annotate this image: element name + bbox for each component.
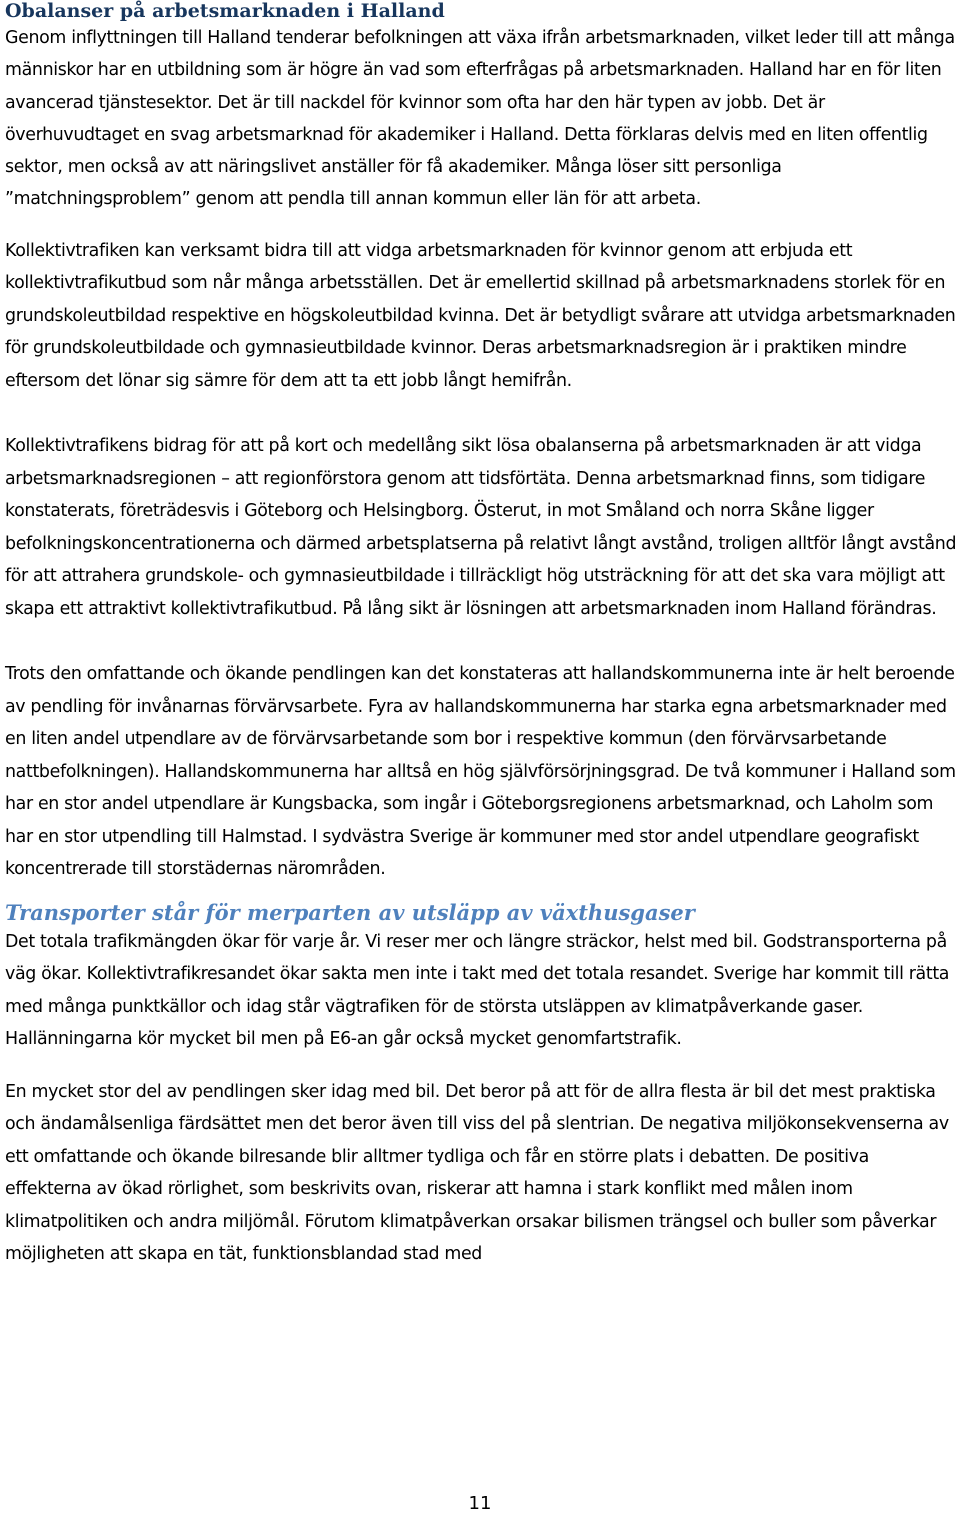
paragraph-trafikmangd: Det totala trafikmängden ökar för varje år. Vi reser mer och längre sträckor, helst med bil. Godstransporterna på väg ökar. Kollektivtrafikresandet ökar sakta men inte i takt med det totala resandet. Sverige har kommit till rätta med många punktkällor och idag står vägtrafiken för de största utsläppen av klimatpåverkande gaser. Hallänningarna kör mycket bil men på E6-an går också mycket genomfartstrafik. (5, 931, 950, 1050)
paragraph-kollektivtrafiken: Kollektivtrafiken kan verksamt bidra till att vidga arbetsmarknaden för kvinnor genom att erbjuda ett kollektivtrafikutbud som når många arbetsställen. Det är emellertid skillnad på arbetsmarknadens storlek för en grundskoleutbildad respektive en högskoleutbildad kvinna. Det är betydligt svårare att utvidga arbetsmarknaden för grundskoleutbildade och gymnasieutbildade kvinnor. Deras arbetsmarknadsregion är i praktiken mindre eftersom det lönar sig sämre för dem att ta ett jobb långt hemifrån. (5, 240, 956, 391)
section-heading-obalanser: Obalanser på arbetsmarknaden i Halland (5, 0, 445, 22)
paragraph-inflyttning: Genom inflyttningen till Halland tenderar befolkningen att växa ifrån arbetsmarknaden, vilket leder till att många människor har en utbildning som är högre än vad som efterfrågas på arbetsmarknaden. Halland har en för liten avancerad tjänstesektor. Det är till nackdel för kvinnor som ofta har den här typen av jobb. Det är överhuvudtaget en svag arbetsmarknad för akademiker i Halland. Detta förklaras delvis med en liten offentlig sektor, men också av att näringslivet anställer för få akademiker. Många löser sitt personliga ”matchningsproblem” genom att pendla till annan kommun eller län för att arbeta. (5, 28, 955, 210)
page-content (5, 0, 958, 1271)
paragraph-kollektivtrafikens-bidrag: Kollektivtrafikens bidrag för att på kort och medellång sikt lösa obalanserna på arbetsmarknaden är att vidga arbetsmarknadsregionen – att regionförstora genom att tidsförtäta. Denna arbetsmarknad finns, som tidigare konstaterats, företrädesvis i Göteborg och Helsingborg. Österut, in mot Småland och norra Skåne ligger befolkningskoncentrationerna och därmed arbetsplatserna på relativt långt avstånd, troligen alltför långt avstånd för att attrahera grundskole- och gymnasieutbildade i tillräckligt hög utsträckning för att det ska vara möjligt att skapa ett attraktivt kollektivtrafikutbud. På lång sikt är lösningen att arbetsmarknaden inom Halland förändras. (5, 436, 957, 619)
paragraph-bilpendling: En mycket stor del av pendlingen sker idag med bil. Det beror på att för de allra flesta är bil det mest praktiska och ändamålsenliga färdsättet men det beror även till viss del på slentrian. De negativa miljökonsekvenserna av ett omfattande och ökande bilresande blir alltmer tydliga och får en större plats i debatten. De positiva effekterna av ökad rörlighet, som beskrivits ovan, riskerar att hamna i stark konflikt med målen inom klimatpolitiken och andra miljömål. Förutom klimatpåverkan orsakar bilismen trängsel och buller som påverkar möjligheten att skapa en tät, funktionsblandad stad med (5, 1081, 949, 1265)
page-number: 11 (468, 1493, 492, 1514)
subheading-wrapper (5, 900, 958, 926)
section-heading-transporter: Transporter står för merparten av utsläpp av växthusgaser (5, 899, 695, 925)
paragraph-pendling: Trots den omfattande och ökande pendlingen kan det konstateras att hallandskommunerna inte är helt beroende av pendling för invånarnas förvärvsarbete. Fyra av hallandskommunerna har starka egna arbetsmarknader med en liten andel utpendlare av de förvärvsarbetande som bor i respektive kommun (den förvärvsarbetande nattbefolkningen). Hallandskommunerna har alltså en hög självförsörjningsgrad. De två kommuner i Halland som har en stor andel utpendlare är Kungsbacka, som ingår i Göteborgsregionens arbetsmarknad, och Laholm som har en stor utpendling till Halmstad. I sydvästra Sverige är kommuner med stor andel utpendlare geografiskt koncentrerade till storstädernas närområden. (5, 664, 956, 880)
